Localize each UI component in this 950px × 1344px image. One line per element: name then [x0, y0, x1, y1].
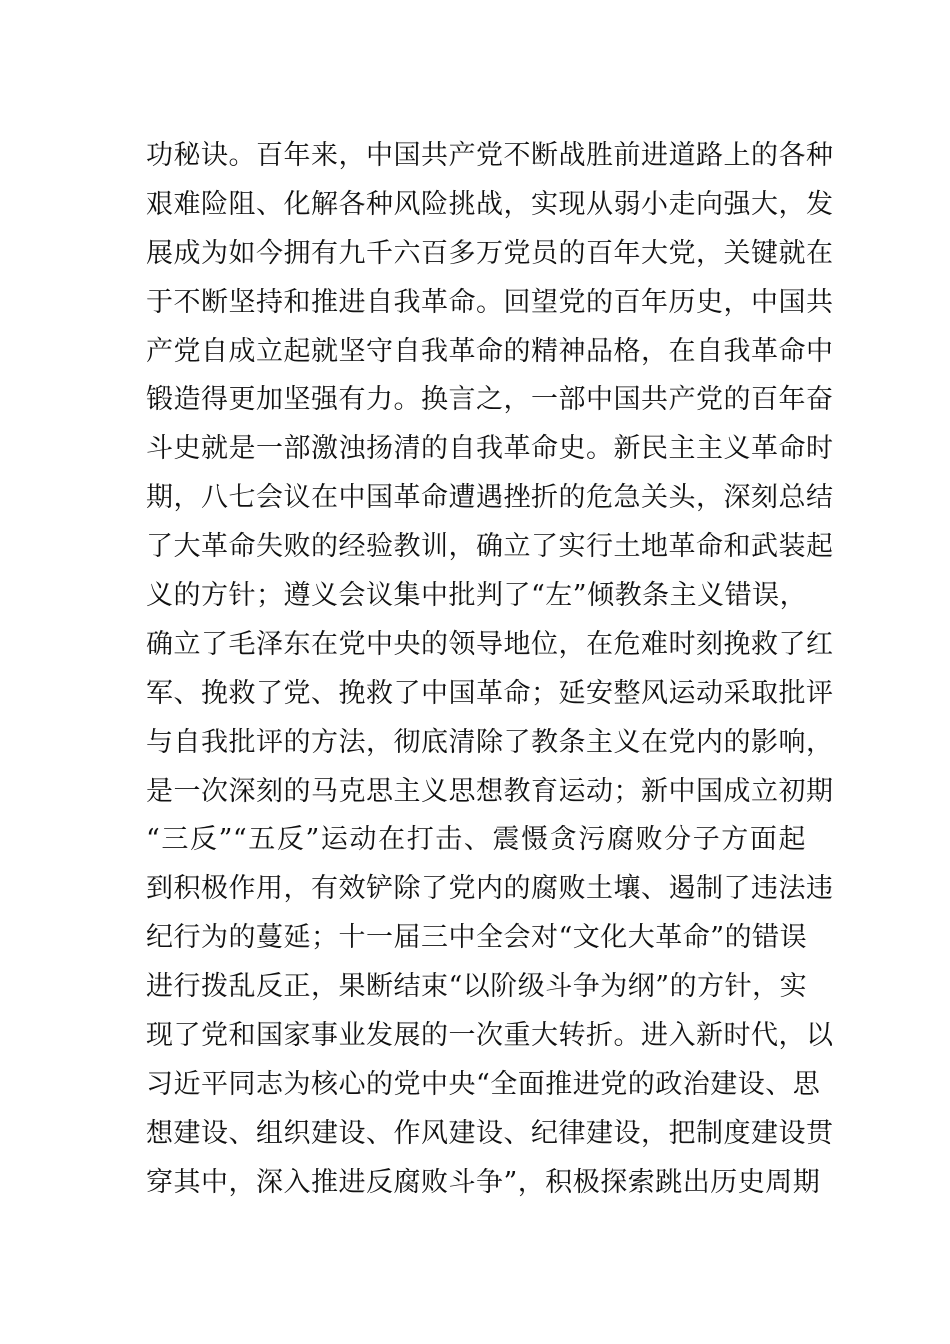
- text-line: 进行拨乱反正，果断结束“以阶级斗争为纲”的方针，实: [146, 971, 808, 1003]
- text-line: 期，八七会议在中国革命遭遇挫折的危急关头，深刻总结: [146, 482, 834, 514]
- text-line: 展成为如今拥有九千六百多万党员的百年大党，关键就在: [146, 237, 834, 269]
- text-line: 功秘诀。百年来，中国共产党不断战胜前进道路上的各种: [146, 140, 834, 171]
- text-line: 锻造得更加坚强有力。换言之，一部中国共产党的百年奋: [146, 384, 834, 416]
- text-line: 确立了毛泽东在党中央的领导地位，在危难时刻挽救了红: [146, 628, 834, 660]
- text-line: “三反”“五反”运动在打击、震慑贪污腐败分子方面起: [146, 824, 806, 856]
- text-line: 于不断坚持和推进自我革命。回望党的百年历史，中国共: [146, 286, 834, 318]
- text-line: 是一次深刻的马克思主义思想教育运动；新中国成立初期: [146, 775, 834, 807]
- body-text: [146, 132, 834, 1208]
- text-line: 产党自成立起就坚守自我革命的精神品格，在自我革命中: [146, 335, 834, 367]
- text-line: 现了党和国家事业发展的一次重大转折。进入新时代，以: [146, 1020, 834, 1052]
- text-line: 斗史就是一部激浊扬清的自我革命史。新民主主义革命时: [146, 433, 834, 465]
- text-line: 义的方针；遵义会议集中批判了“左”倾教条主义错误，: [146, 580, 808, 612]
- text-line: 纪行为的蔓延；十一届三中全会对“文化大革命”的错误: [146, 922, 808, 954]
- text-line: 穿其中，深入推进反腐败斗争”，积极探索跳出历史周期: [146, 1166, 821, 1198]
- text-line: 艰难险阻、化解各种风险挑战，实现从弱小走向强大，发: [146, 188, 834, 220]
- text-line: 到积极作用，有效铲除了党内的腐败土壤、遏制了违法违: [146, 873, 834, 905]
- text-line: 了大革命失败的经验教训，确立了实行土地革命和武装起: [146, 531, 834, 563]
- text-line: 习近平同志为核心的党中央“全面推进党的政治建设、思: [146, 1068, 821, 1100]
- text-line: 军、挽救了党、挽救了中国革命；延安整风运动采取批评: [146, 677, 834, 709]
- text-line: 与自我批评的方法，彻底清除了教条主义在党内的影响，: [146, 726, 834, 758]
- text-line: 想建设、组织建设、作风建设、纪律建设，把制度建设贯: [146, 1117, 834, 1149]
